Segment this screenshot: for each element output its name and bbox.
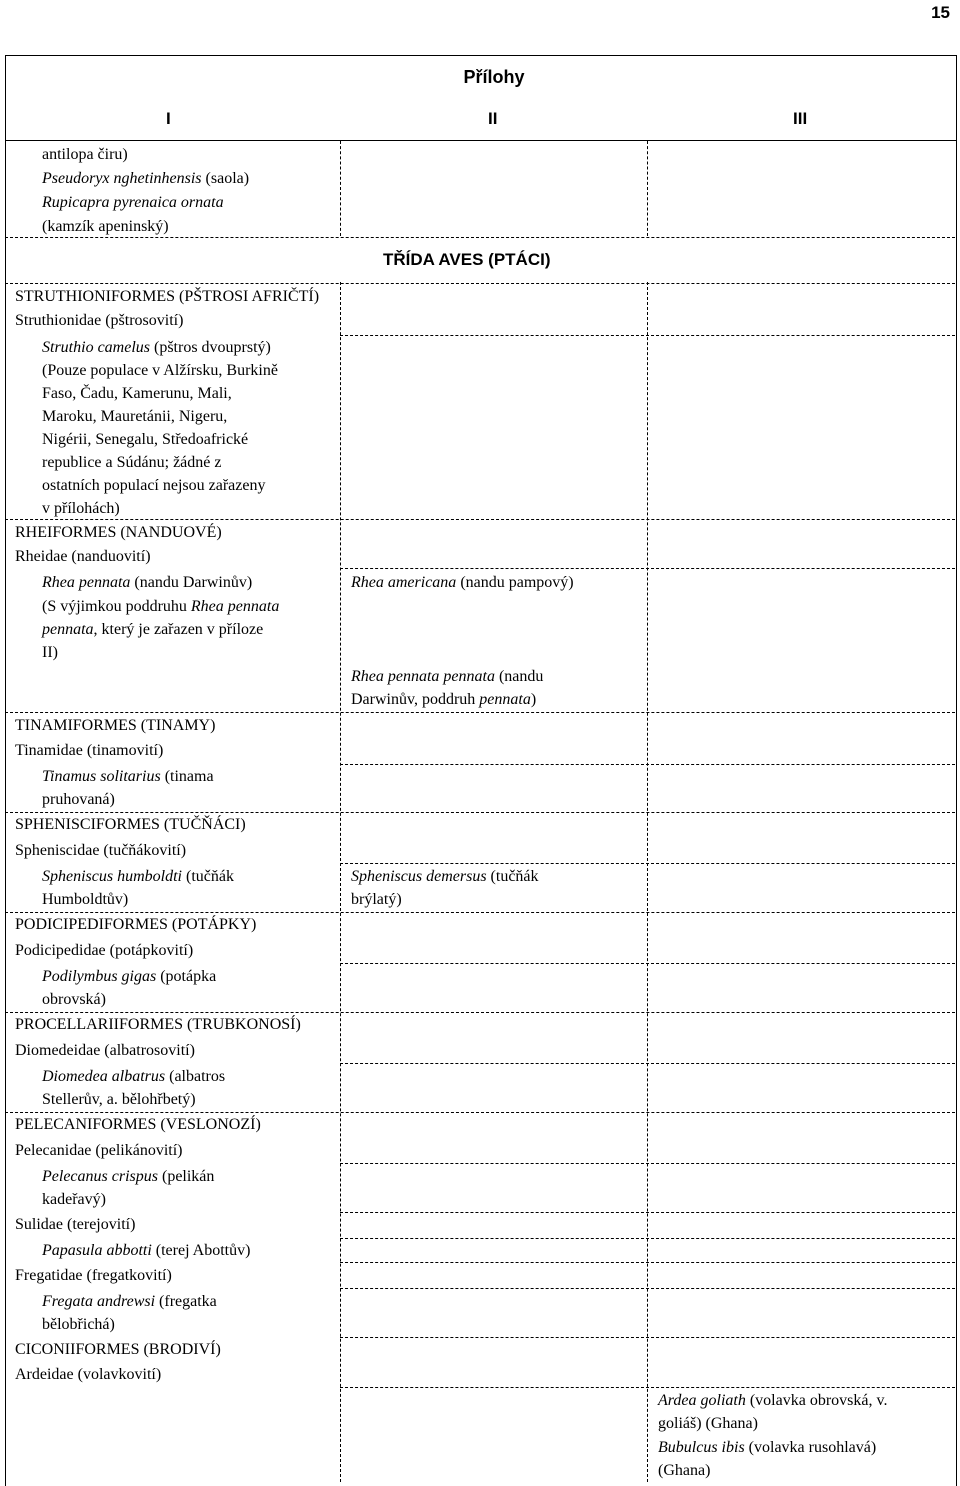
column-header-i: I	[166, 109, 171, 128]
annotation-text: (S výjimkou poddruhu Rhea pennata	[42, 598, 280, 615]
species-common-name: Darwinův, poddruh pennata)	[351, 691, 537, 708]
species-common-name: Humboldtův)	[42, 891, 129, 908]
species-latin-name: Ardea goliath	[658, 1392, 746, 1409]
species-common-name: brýlatý)	[351, 891, 402, 908]
family-name: Podicipedidae (potápkovití)	[15, 942, 194, 959]
species-common-name: kadeřavý)	[42, 1191, 106, 1208]
col-separator	[340, 141, 341, 236]
row-separator	[340, 963, 955, 964]
species-common-name: Stellerův, a. bělohřbetý)	[42, 1091, 196, 1108]
order-name: SPHENISCIFORMES (TUČŇÁCI)	[15, 816, 246, 833]
family-name: Rheidae (nanduovití)	[15, 548, 151, 565]
species-common-name: (tučňák	[486, 868, 539, 885]
species-common-name: antilopa čiru)	[42, 146, 128, 163]
family-name: Tinamidae (tinamovití)	[15, 742, 164, 759]
family-name: Pelecanidae (pelikánovití)	[15, 1142, 183, 1159]
annotation-text: Nigérii, Senegalu, Středoafrické	[42, 431, 249, 448]
species-common-name: (nandu	[494, 668, 544, 685]
species-latin-name: Fregata andrewsi	[42, 1293, 156, 1310]
row-separator	[340, 335, 955, 336]
class-heading: TŘÍDA AVES (PTÁCI)	[383, 250, 551, 269]
species-entry	[42, 1165, 214, 1188]
species-common-name: pruhovaná)	[42, 791, 115, 808]
species-latin-name: Struthio camelus	[42, 339, 150, 356]
species-common-name: (volavka rusohlavá)	[744, 1439, 877, 1456]
species-entry	[42, 336, 271, 359]
row-separator	[340, 1238, 955, 1239]
species-common-name: (albatros	[165, 1068, 226, 1085]
species-common-name: (pelikán	[157, 1168, 215, 1185]
annotation-text: republice a Súdánu; žádné z	[42, 454, 222, 471]
family-name: Ardeidae (volavkovití)	[15, 1366, 162, 1383]
annotation-text: v přílohách)	[42, 500, 120, 517]
order-name: TINAMIFORMES (TINAMY)	[15, 717, 216, 734]
species-entry	[42, 965, 216, 988]
row-separator	[340, 863, 955, 864]
annotation-text: pennata, který je zařazen v příloze	[42, 621, 264, 638]
species-latin-name: Bubulcus ibis	[658, 1439, 745, 1456]
row-separator	[340, 568, 955, 569]
species-entry	[658, 1389, 887, 1412]
species-common-name: (pštros dvouprstý)	[150, 339, 271, 356]
annotation-text: Maroku, Mauretánii, Nigeru,	[42, 408, 228, 425]
species-entry	[42, 765, 214, 788]
species-entry	[351, 665, 543, 688]
row-separator	[340, 1337, 955, 1338]
species-latin-name: Rhea pennata pennata	[351, 668, 495, 685]
species-latin-name: Rupicapra pyrenaica ornata	[42, 194, 224, 211]
row-separator	[340, 1387, 955, 1388]
row-separator	[5, 283, 955, 284]
species-entry	[42, 167, 249, 190]
species-common-name: (Ghana)	[658, 1462, 711, 1479]
row-separator	[340, 1212, 955, 1213]
species-common-name: obrovská)	[42, 991, 106, 1008]
order-name: PODICIPEDIFORMES (POTÁPKY)	[15, 916, 257, 933]
column-header-ii: II	[488, 109, 498, 128]
species-latin-name: Rhea americana	[351, 574, 457, 591]
species-latin-name: Pelecanus crispus	[42, 1168, 158, 1185]
order-name: PELECANIFORMES (VESLONOZÍ)	[15, 1116, 261, 1133]
species-entry	[42, 1065, 225, 1088]
family-name: Diomedeidae (albatrosovití)	[15, 1042, 195, 1059]
species-latin-name: Tinamus solitarius	[42, 768, 161, 785]
row-separator	[340, 1288, 955, 1289]
order-name: PROCELLARIIFORMES (TRUBKONOSÍ)	[15, 1016, 301, 1033]
row-separator	[5, 519, 955, 520]
order-name: STRUTHIONIFORMES (PŠTROSI AFRIČTÍ)	[15, 288, 320, 305]
species-common-name: (tučňák	[182, 868, 234, 885]
species-entry	[351, 865, 539, 888]
col-separator	[647, 282, 648, 1482]
species-common-name: bělobřichá)	[42, 1316, 115, 1333]
species-common-name: (kamzík apeninský)	[42, 218, 169, 235]
species-entry	[42, 571, 252, 594]
header-divider	[5, 140, 957, 141]
column-header-iii: III	[793, 109, 808, 128]
species-entry	[42, 1290, 217, 1313]
species-latin-name: Rhea pennata	[42, 574, 131, 591]
species-latin-name: Spheniscus demersus	[351, 868, 487, 885]
col-separator	[340, 282, 341, 1482]
family-name: Spheniscidae (tučňákovití)	[15, 842, 187, 859]
species-common-name: (potápka	[156, 968, 217, 985]
row-separator	[340, 1262, 955, 1263]
species-common-name: (nandu pampový)	[456, 574, 574, 591]
species-common-name: (volavka obrovská, v.	[745, 1392, 888, 1409]
page-heading: Přílohy	[463, 67, 525, 87]
species-common-name: (nandu Darwinův)	[130, 574, 253, 591]
species-latin-name: Diomedea albatrus	[42, 1068, 166, 1085]
species-latin-name: Spheniscus humboldti	[42, 868, 182, 885]
species-common-name: (tinama	[160, 768, 214, 785]
col-separator	[647, 141, 648, 236]
annotation-text: II)	[42, 644, 58, 661]
annotation-text: (Pouze populace v Alžírsku, Burkině	[42, 362, 278, 379]
species-entry	[658, 1436, 876, 1459]
family-name: Struthionidae (pštrosovití)	[15, 312, 184, 329]
species-entry	[42, 1239, 250, 1262]
species-common-name: (fregatka	[155, 1293, 217, 1310]
species-common-name: (terej Abottův)	[151, 1242, 251, 1259]
annotation-text: ostatních populací nejsou zařazeny	[42, 477, 266, 494]
species-latin-name: Papasula abbotti	[42, 1242, 152, 1259]
species-entry	[42, 865, 234, 888]
row-separator	[340, 1163, 955, 1164]
order-name: RHEIFORMES (NANDUOVÉ)	[15, 524, 222, 541]
species-common-name: (saola)	[201, 170, 250, 187]
page-number: 15	[931, 3, 950, 22]
family-name: Sulidae (terejovití)	[15, 1216, 136, 1233]
row-separator	[340, 1063, 955, 1064]
row-separator	[340, 764, 955, 765]
species-common-name: goliáš) (Ghana)	[658, 1415, 758, 1432]
row-separator	[5, 712, 955, 713]
species-latin-name: Podilymbus gigas	[42, 968, 157, 985]
annotation-text: Faso, Čadu, Kamerunu, Mali,	[42, 385, 232, 402]
order-name: CICONIIFORMES (BRODIVÍ)	[15, 1341, 221, 1358]
species-latin-name: Pseudoryx nghetinhensis	[42, 170, 202, 187]
species-entry	[351, 571, 574, 594]
family-name: Fregatidae (fregatkovití)	[15, 1267, 172, 1284]
